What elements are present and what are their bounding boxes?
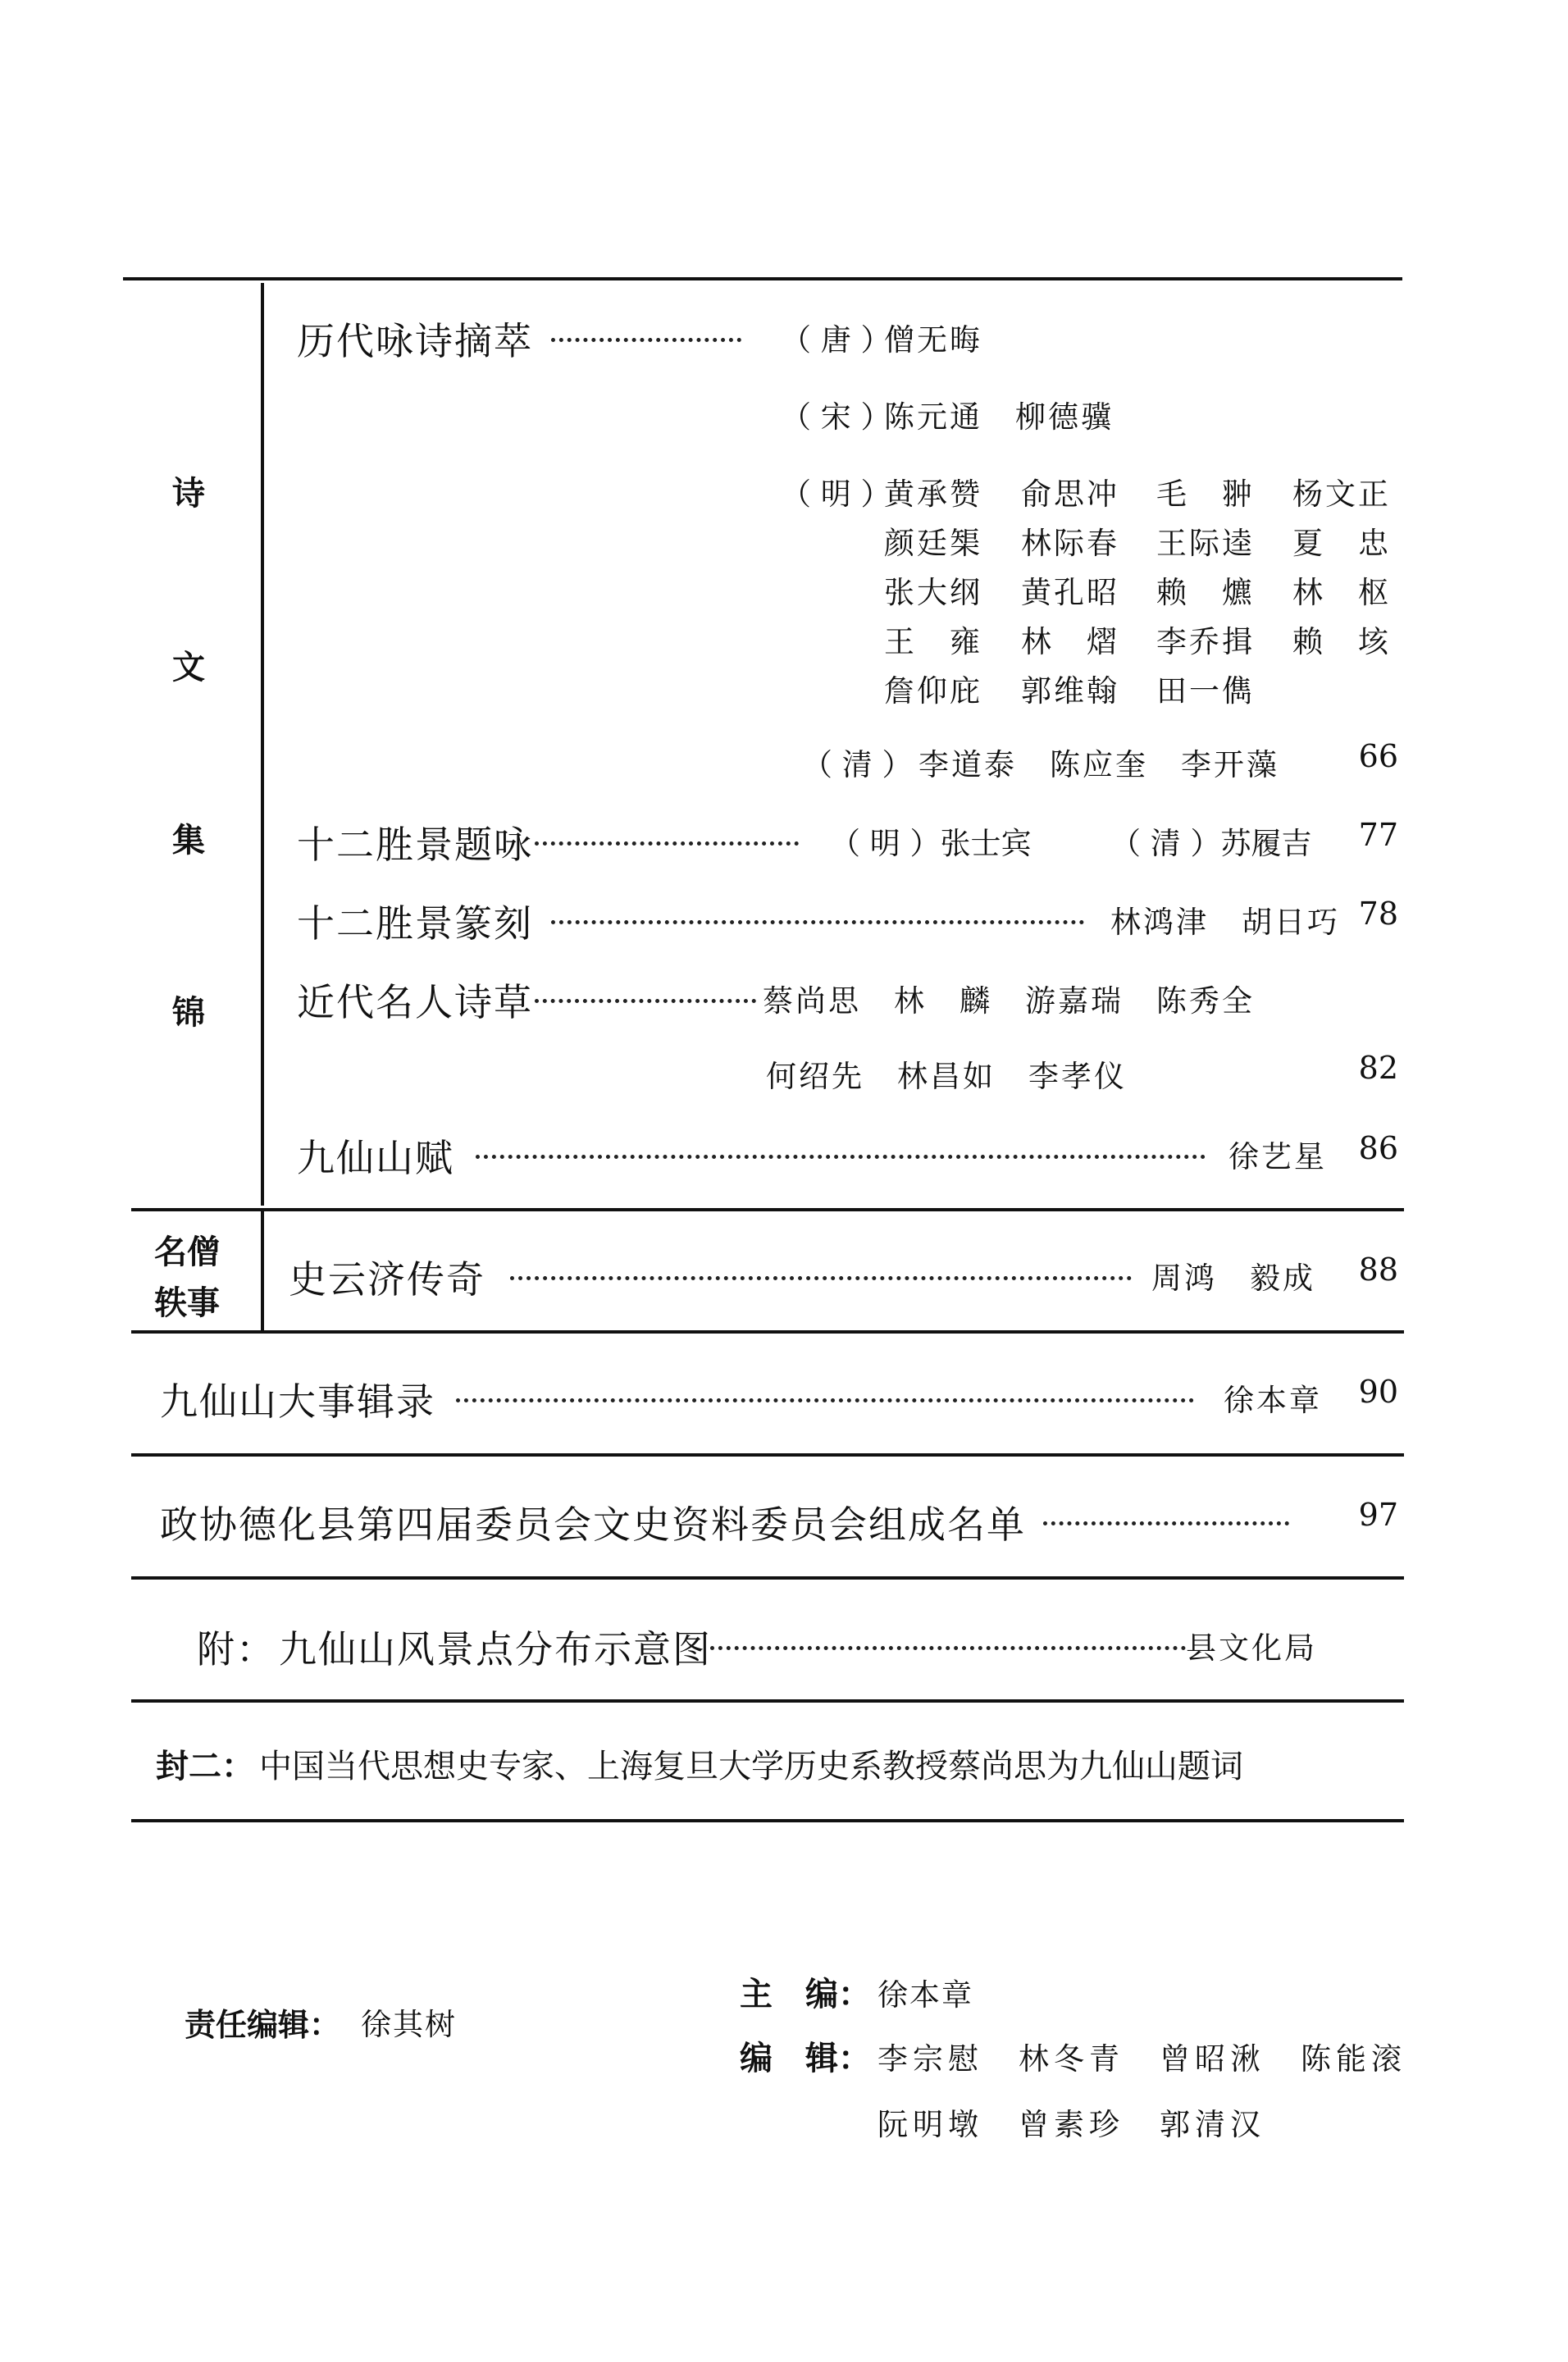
rule-after-dashi <box>131 1453 1404 1457</box>
toc-entry-title: 近代名人诗草 <box>297 980 533 1024</box>
cover2-text: 中国当代思想史专家、上海复旦大学历史系教授蔡尚思为九仙山题词 <box>259 1748 1243 1785</box>
toc-entry-title: 九仙山大事辑录 <box>160 1379 435 1424</box>
rule-after-cover2 <box>131 1819 1404 1822</box>
page-number: 88 <box>1358 1252 1398 1288</box>
page-number: 77 <box>1358 817 1398 853</box>
page-number: 86 <box>1358 1130 1398 1166</box>
responsible-editor-name: 徐其树 <box>361 2007 457 2042</box>
section-divider-shiwen <box>261 283 264 1206</box>
author-names: 徐本章 <box>1224 1383 1322 1418</box>
page-number: 82 <box>1358 1050 1398 1086</box>
top-rule <box>123 277 1402 280</box>
dot-leader <box>510 1276 1132 1280</box>
author-names: 县文化局 <box>1186 1630 1317 1666</box>
author-name: 张大纲 <box>884 575 982 610</box>
author-name: 林际春 <box>1021 526 1119 561</box>
editors-label: 编 辑： <box>740 2040 871 2077</box>
author-names: 僧无晦 <box>884 322 982 358</box>
author-name: 林 枢 <box>1292 575 1391 610</box>
page-number: 66 <box>1358 738 1398 774</box>
author-name: 郭维翰 <box>1021 673 1119 709</box>
author-name: 田一儁 <box>1156 673 1255 709</box>
chief-editor-label: 主 编： <box>740 1976 871 2013</box>
author-name: 颜廷榘 <box>884 526 982 561</box>
editors-names: 阮明墩 曾素珍 郭清汉 <box>877 2107 1265 2142</box>
dot-leader <box>476 1155 1206 1159</box>
dynasty-label: （ 唐 ） <box>781 322 891 358</box>
rule-after-minglu <box>131 1576 1404 1580</box>
dot-leader <box>535 999 756 1003</box>
toc-entry-title: 政协德化县第四届委员会文史资料委员会组成名单 <box>160 1502 1026 1547</box>
toc-entry-title: 十二胜景篆刻 <box>297 901 533 946</box>
appendix-prefix: 附： <box>197 1627 276 1671</box>
section-label-mingseng-1: 名僧 <box>154 1233 220 1271</box>
rule-after-shiwen <box>131 1208 1404 1211</box>
author-name: 俞思冲 <box>1021 477 1119 512</box>
author-name: 赖 爊 <box>1156 575 1255 610</box>
dot-leader <box>456 1398 1194 1402</box>
author-name: 赖 垓 <box>1292 624 1391 659</box>
dynasty-author: （ 明 ）张士宾 <box>830 826 1032 861</box>
dot-leader <box>535 841 799 846</box>
rule-after-fu <box>131 1699 1404 1703</box>
author-name: 王际逵 <box>1156 526 1255 561</box>
author-names: 徐艺星 <box>1228 1139 1327 1174</box>
page-number: 97 <box>1358 1497 1398 1533</box>
author-name: 杨文正 <box>1292 477 1391 512</box>
dynasty-label: （ 明 ） <box>781 477 891 512</box>
toc-entry-title: 十二胜景题咏 <box>297 823 533 867</box>
toc-entry-title: 历代咏诗摘萃 <box>297 319 533 363</box>
dot-leader <box>551 338 741 342</box>
author-name: 林 熠 <box>1021 624 1119 659</box>
rule-after-mingseng <box>131 1330 1404 1334</box>
dot-leader <box>710 1646 1186 1650</box>
author-name: 黄承赞 <box>884 477 982 512</box>
toc-entry-title: 九仙山风景点分布示意图 <box>279 1627 712 1671</box>
dynasty-label: （ 清 ） <box>802 747 913 782</box>
author-name: 王 雍 <box>884 624 982 659</box>
toc-entry-title: 九仙山赋 <box>297 1136 454 1180</box>
section-label-mingseng-2: 轶事 <box>154 1284 220 1322</box>
author-names: 蔡尚思 林 麟 游嘉瑞 陈秀全 <box>763 983 1255 1019</box>
section-label-shiwen-4: 锦 <box>172 994 205 1032</box>
author-name: 黄孔昭 <box>1021 575 1119 610</box>
author-name: 詹仰庇 <box>884 673 982 709</box>
author-names: 何绍先 林昌如 李孝仪 <box>766 1059 1127 1094</box>
section-label-shiwen-1: 诗 <box>172 475 205 513</box>
author-name: 毛 翀 <box>1156 477 1255 512</box>
dot-leader <box>551 920 1084 924</box>
editors-names: 李宗慰 林冬青 曾昭湫 陈能滚 <box>877 2041 1406 2077</box>
author-names: 李道泰 陈应奎 李开藻 <box>918 747 1279 782</box>
section-divider-mingseng <box>261 1211 264 1333</box>
dynasty-label: （ 宋 ） <box>781 399 891 435</box>
author-names: 周鸿 毅成 <box>1151 1261 1315 1296</box>
author-names: 陈元通 柳德骥 <box>884 399 1114 435</box>
author-name: 李乔揖 <box>1156 624 1255 659</box>
author-names: 林鸿津 胡日巧 <box>1110 905 1340 940</box>
chief-editor-name: 徐本章 <box>877 1977 973 2013</box>
dynasty-author: （ 清 ）苏履吉 <box>1110 826 1312 861</box>
dot-leader <box>1043 1521 1289 1525</box>
toc-entry-title: 史云济传奇 <box>289 1257 485 1302</box>
section-label-shiwen-3: 集 <box>172 822 205 860</box>
page-number: 78 <box>1358 896 1398 932</box>
page-number: 90 <box>1358 1374 1398 1410</box>
section-label-shiwen-2: 文 <box>172 649 205 686</box>
cover2-prefix: 封二： <box>156 1748 254 1785</box>
author-name: 夏 忠 <box>1292 526 1391 561</box>
responsible-editor-label: 责任编辑： <box>185 2007 341 2043</box>
